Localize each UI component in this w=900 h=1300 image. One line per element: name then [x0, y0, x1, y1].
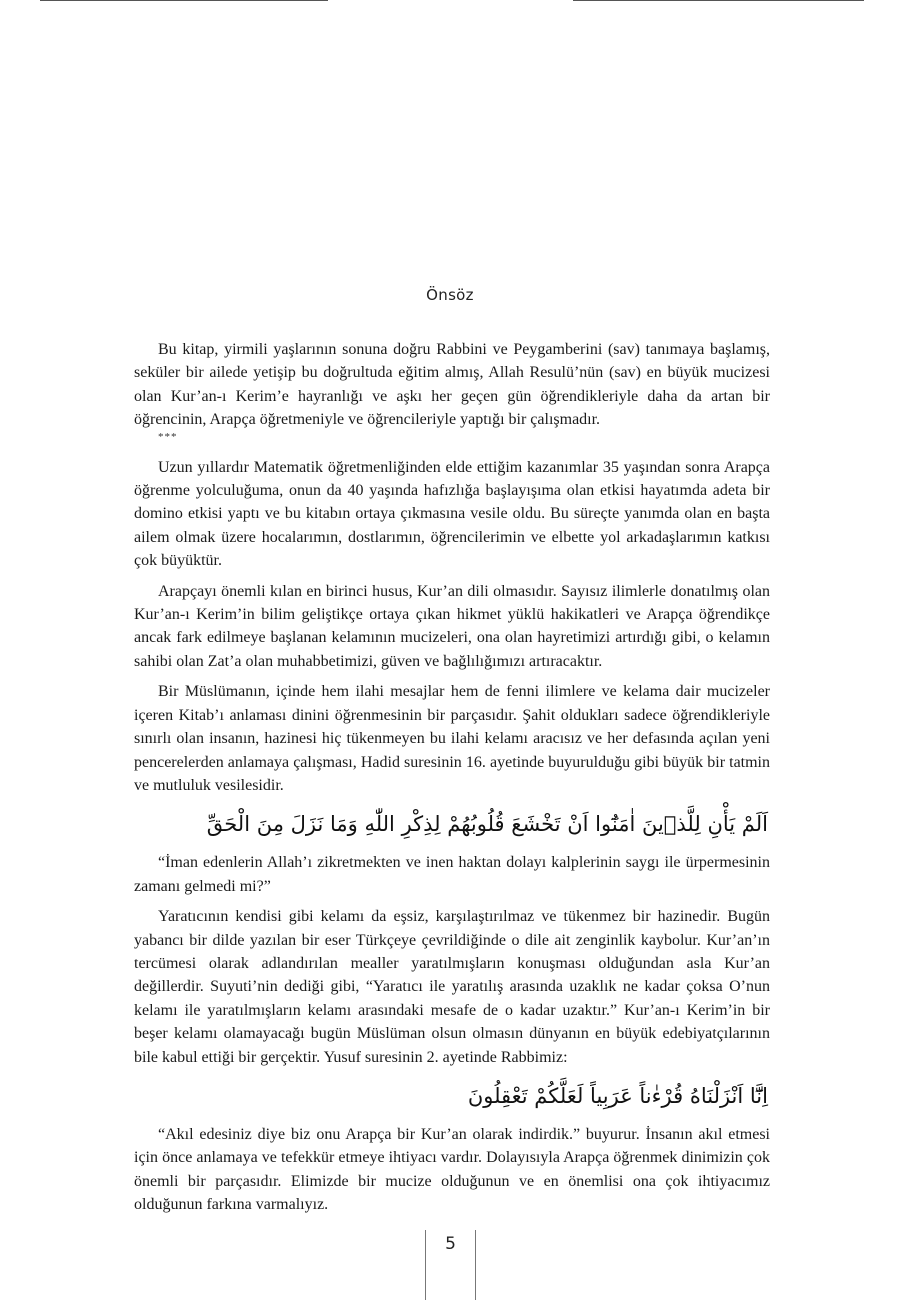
verse-yusuf-2: اِنَّٓا اَنْزَلْنَاهُ قُرْءٰناً عَرَبِياً لَعَلَّكُمْ تَعْقِلُونَ: [467, 1083, 768, 1108]
page-title: Önsöz: [426, 286, 474, 304]
paragraph-conclusion: “Akıl edesiniz diye biz onu Arapça bir Kur’an olarak indirdik.” buyurur. İnsanın akıl etmesi için önce anlamaya ve tefekkür etmeye ihtiyacı vardır. Dolayısıyla Arapça öğrenmek dinimizin çok önemli bir parçasıdır. Elimizde bir mucize olduğunun ve en önemlisi ona çok ihtiyacımız olduğunun farkına varmalıyız.: [134, 1125, 770, 1214]
section-separator: ***: [158, 430, 178, 443]
body-text: [134, 338, 770, 1224]
verse-hadid-16: اَلَمْ يَأْنِ لِلَّذٖينَ اٰمَنُٓوا اَنْ تَخْشَعَ قُلُوبُهُمْ لِذِكْرِ اللّٰهِ وَمَا نَزَلَ مِنَ الْحَقِّ: [206, 812, 768, 837]
page-number-frame: [425, 1230, 476, 1300]
paragraph-arabic-importance: Arapçayı önemli kılan en birinci husus, Kur’an dili olmasıdır. Sayısız ilimlerle donatılmış olan Kur’an-ı Kerim’in bilim geliştikçe ortaya çıkan hikmet yüklü hakikatleri ve Arapça öğrendikçe ancak fark edilmeye başlanan kelamının mucizeleri, ona olan hayretimizi artırdığı gibi, o kelamın sahibi olan Zat’a olan muhabbetimizi, güven ve bağlılığımızı artıracaktır.: [134, 582, 770, 670]
top-rule-right: [573, 0, 864, 1]
page-number: 5: [445, 1234, 456, 1254]
paragraph-journey: Uzun yıllardır Matematik öğretmenliğinden elde ettiğim kazanımlar 35 yaşından sonra Arapça öğrenme yolculuğuma, onun da 40 yaşında hafızlığa başlayışıma olan etkisi hayatımda adeta bir domino etkisi yaptı ve bu kitabın ortaya çıkmasına vesile oldu. Bu süreçte yanımda olan en başta ailem olmak üzere hocalarımın, dostlarımın, öğrencilerimin ve elbette yol arkadaşlarımın katkısı çok büyüktür.: [134, 458, 770, 570]
top-rule-left: [40, 0, 328, 1]
paragraph-understanding: Bir Müslümanın, içinde hem ilahi mesajlar hem de fenni ilimlere ve kelama dair mucizeler içeren Kitab’ı anlaması dinini öğrenmesinin bir parçasıdır. Şahit oldukları sadece öğrendikleriyle sınırlı olan insanın, hazinesi hiç tükenmeyen bu ilahi kelamı aracısız ve her defasında açılan yeni pencerelerden anlamaya çalışması, Hadid suresinin 16. ayetinde buyurulduğu gibi büyük bir tatmin ve mutluluk vesilesidir.: [134, 683, 770, 794]
paragraph-intro: Bu kitap, yirmili yaşlarının sonuna doğru Rabbini ve Peygamberini (sav) tanımaya başlamış, seküler bir ailede yetişip bu doğrultuda eğitim almış, Allah Resulü’nün (sav) en büyük mucizesi olan Kur’an-ı Kerim’e hayranlığı ve aşkı her geçen gün öğrendikleriyle daha da artan bir öğrencinin, Arapça öğretmeniyle ve öğrencileriyle yaptığı bir çalışmadır.: [134, 341, 770, 429]
paragraph-creator-word: Yaratıcının kendisi gibi kelamı da eşsiz, karşılaştırılmaz ve tükenmez bir hazinedir. Bugün yabancı bir dilde yazılan bir eser Türkçeye çevrildiğinde o dile ait zenginlik kaybolur. Kur’an’ın tercümesi olarak adlandırılan mealler yaratılmışların konuşması olduğundan asla Kur’an değillerdir. Suyuti’nin dediği gibi, “Yaratıcı ile yaratılış arasında uzaklık ne kadar çoksa O’nun kelamı ile yaratılmışların kelamı arasındaki mesafe de o kadar uzaktır.” Kur’an-ı Kerim’in bir beşer kelamı olamayacağı bugün Müslüman olsun olmasın dünyanın en büyük edebiyatçılarının bile kabul ettiği bir gerçektir. Yusuf suresinin 2. ayetinde Rabbimiz:: [134, 908, 770, 1066]
verse-translation-hadid: “İman edenlerin Allah’ı zikretmekten ve inen haktan dolayı kalplerinin saygı ile ürpermesinin zamanı gelmedi mi?”: [134, 854, 770, 895]
